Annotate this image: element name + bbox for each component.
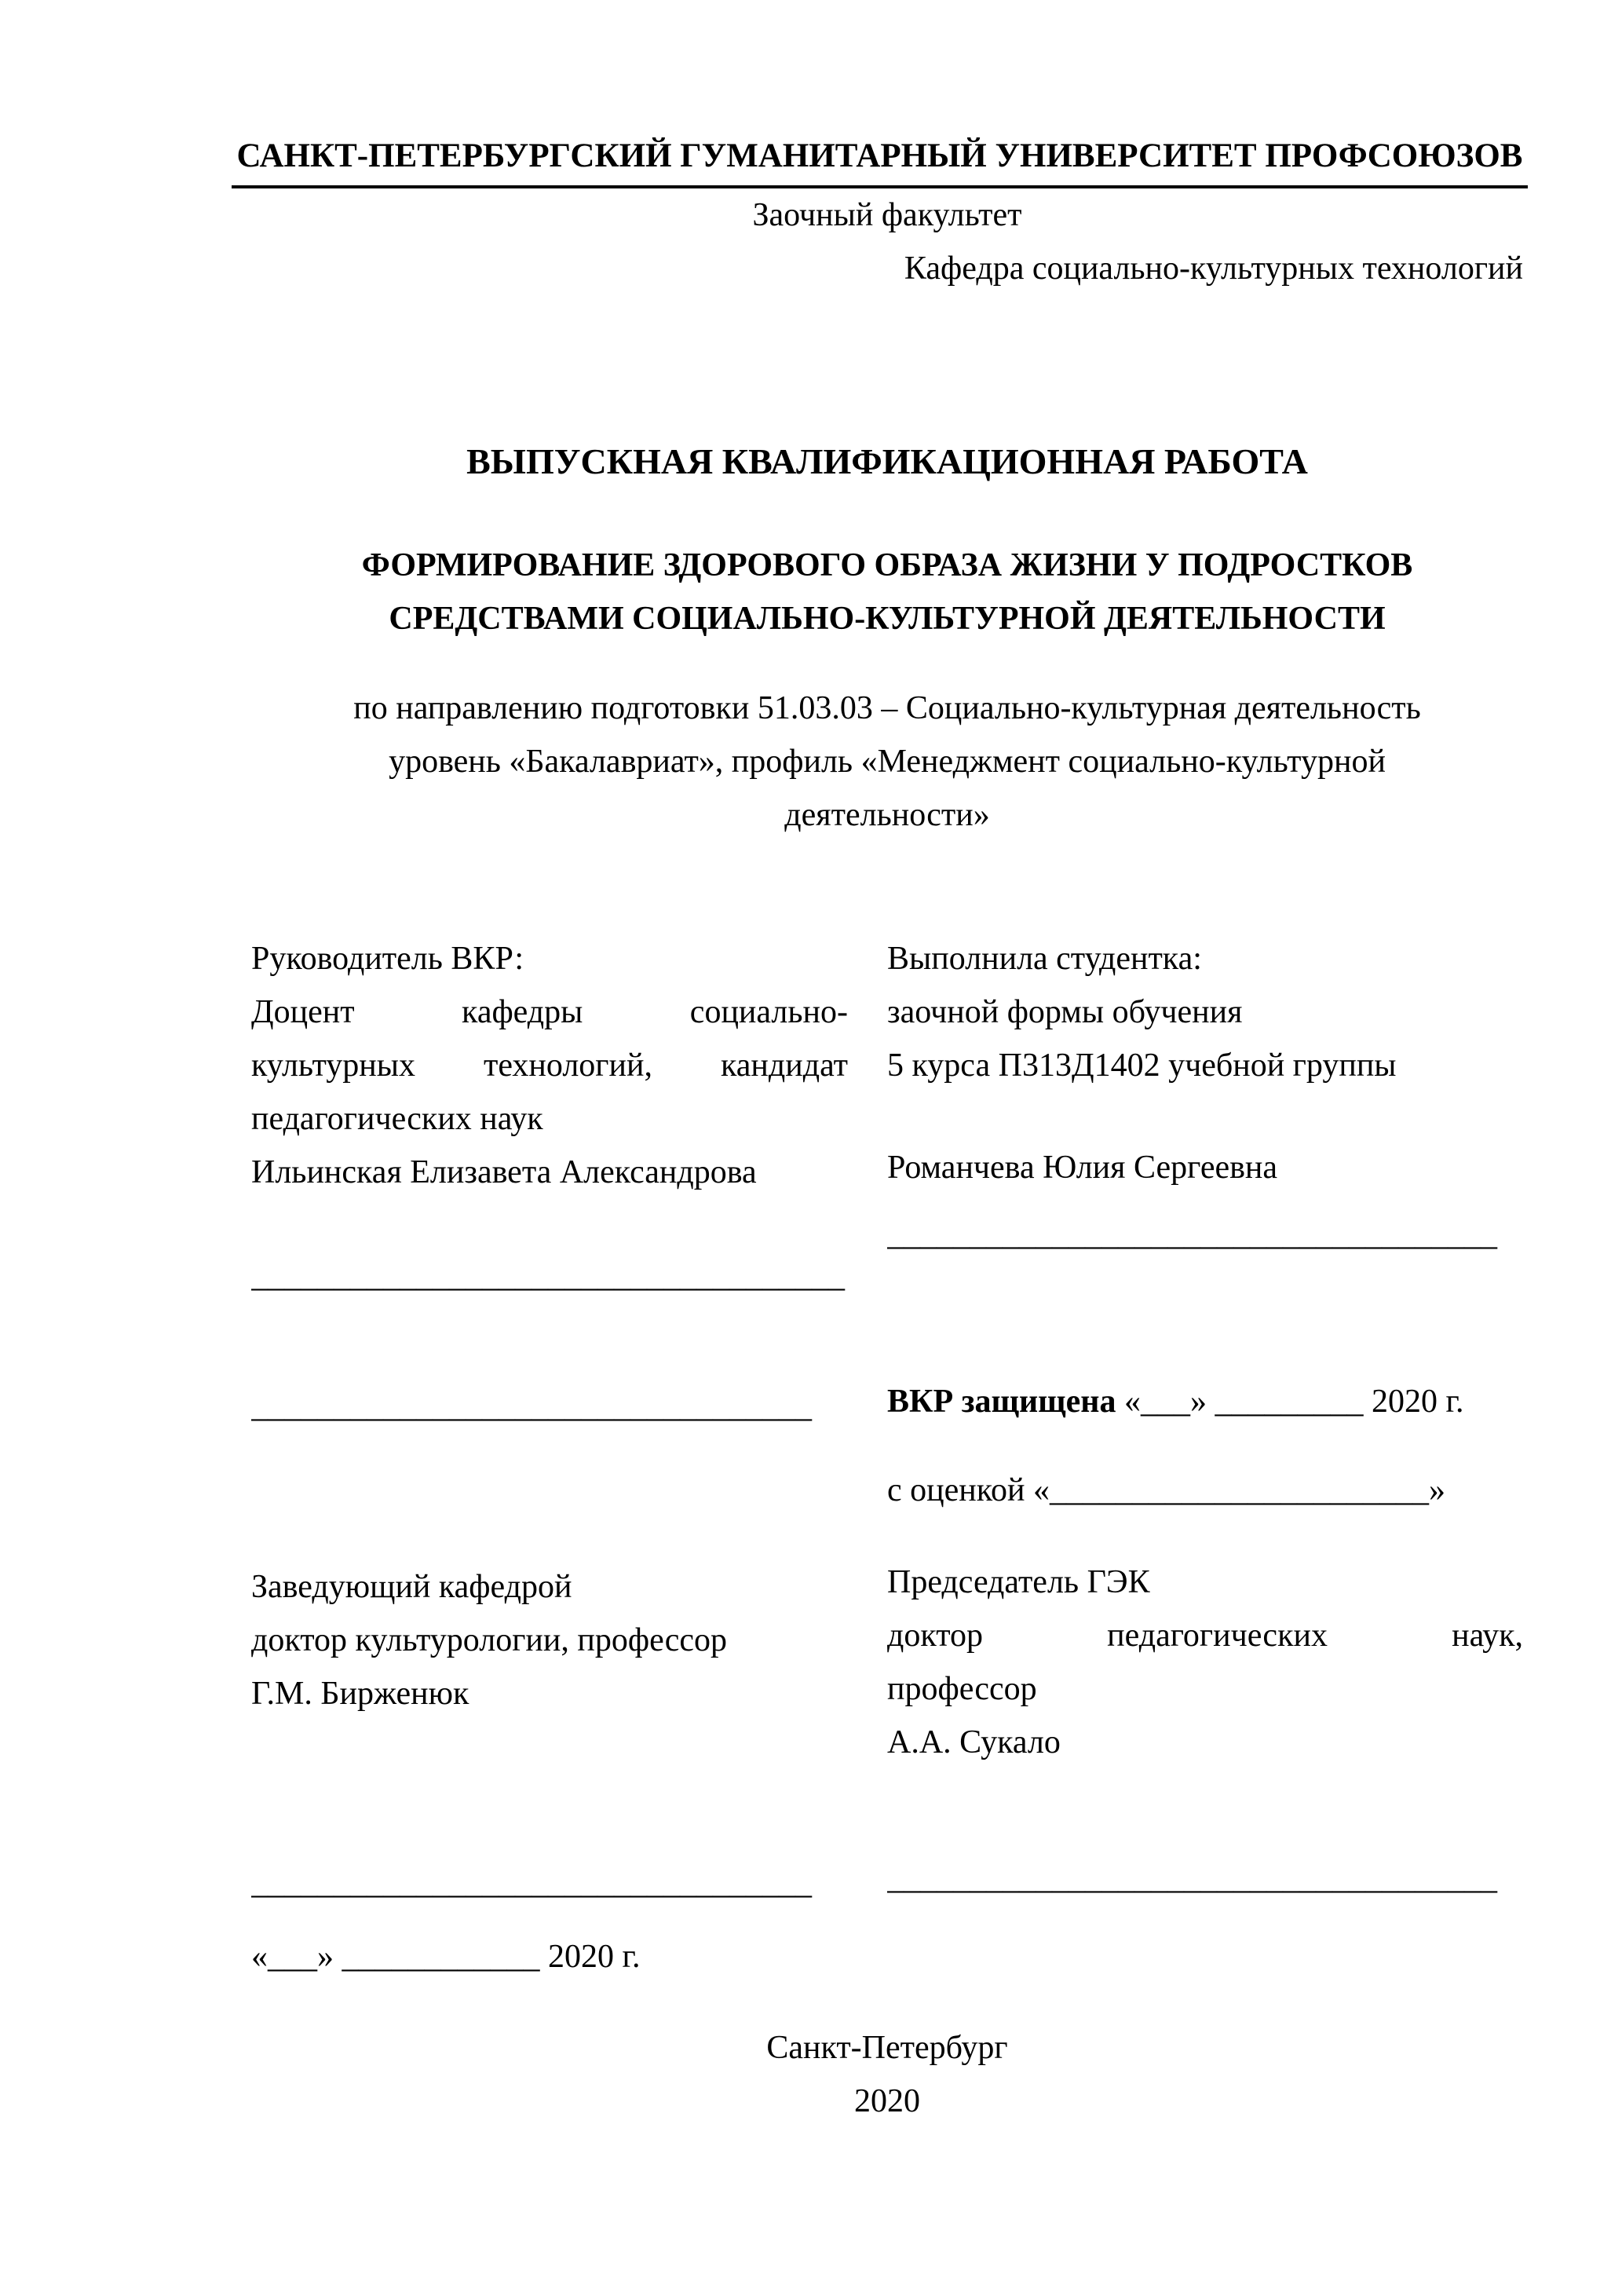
dept-head-title: Заведующий кафедрой <box>251 1569 572 1605</box>
supervisor-signature-line-2: __________________________________ <box>251 1388 812 1424</box>
student-column <box>887 932 1523 1983</box>
dept-head-date-line: «___» ____________ 2020 г. <box>251 1939 641 1975</box>
city-label: Санкт-Петербург <box>766 2030 1008 2066</box>
student-signature-line: _____________________________________ <box>887 1216 1497 1252</box>
dept-head-degree: доктор культурологии, профессор <box>251 1622 728 1658</box>
supervisor-position-line-2: культурных технологий, кандидат <box>251 1047 848 1084</box>
thesis-theme-line-2: СРЕДСТВАМИ СОЦИАЛЬНО-КУЛЬТУРНОЙ ДЕЯТЕЛЬНОСТИ <box>389 601 1386 637</box>
university-name-header: САНКТ-ПЕТЕРБУРГСКИЙ ГУМАНИТАРНЫЙ УНИВЕРСИТЕТ ПРОФСОЮЗОВ <box>232 133 1528 188</box>
gek-chair-degree-line-1: доктор педагогических наук, <box>887 1618 1523 1654</box>
defense-date-rest: «___» _________ 2020 г. <box>1116 1384 1464 1420</box>
faculty-label: Заочный факультет <box>752 197 1022 233</box>
student-name: Романчева Юлия Сергеевна <box>887 1150 1278 1186</box>
defense-date-line <box>887 1375 1523 1428</box>
defense-grade-line: с оценкой «_______________________» <box>887 1472 1445 1508</box>
city-year-block <box>251 2021 1523 2128</box>
program-level-line: уровень «Бакалавриат», профиль «Менеджмент социально-культурной <box>389 744 1386 780</box>
gek-chair-name: А.А. Сукало <box>887 1724 1061 1760</box>
gek-chair-title: Председатель ГЭК <box>887 1564 1150 1600</box>
thesis-theme-line-1: ФОРМИРОВАНИЕ ЗДОРОВОГО ОБРАЗА ЖИЗНИ У ПОДРОСТКОВ <box>361 547 1413 583</box>
thesis-theme <box>251 539 1523 645</box>
student-role-label: Выполнила студентка: <box>887 941 1202 977</box>
supervisor-signature-line-1: ____________________________________ <box>251 1258 845 1294</box>
supervisor-role-label: Руководитель ВКР: <box>251 941 524 977</box>
department-label: Кафедра социально-культурных технологий <box>904 250 1523 287</box>
program-direction-line: по направлению подготовки 51.03.03 – Социально-культурная деятельность <box>353 690 1421 726</box>
program-level-line-2: деятельности» <box>784 797 990 833</box>
supervisor-name: Ильинская Елизавета Александрова <box>251 1154 757 1190</box>
supervisor-position-line-3: педагогических наук <box>251 1101 543 1137</box>
year-label: 2020 <box>854 2083 920 2119</box>
program-info <box>251 682 1523 842</box>
dept-head-signature-line: __________________________________ <box>251 1865 812 1901</box>
work-type-heading: ВЫПУСКНАЯ КВАЛИФИКАЦИОННАЯ РАБОТА <box>466 441 1308 481</box>
defense-date-bold-label: ВКР защищена <box>887 1384 1116 1420</box>
gek-chair-degree-line-2: профессор <box>887 1671 1037 1707</box>
signature-columns <box>251 932 1523 1983</box>
dept-head-name: Г.М. Бирженюк <box>251 1676 469 1712</box>
gek-chair-signature-line: _____________________________________ <box>887 1860 1497 1896</box>
supervisor-column <box>251 932 848 1983</box>
student-study-form: заочной формы обучения <box>887 994 1243 1030</box>
student-group: 5 курса П313Д1402 учебной группы <box>887 1047 1397 1084</box>
supervisor-position-line-1: Доцент кафедры социально- <box>251 994 848 1030</box>
